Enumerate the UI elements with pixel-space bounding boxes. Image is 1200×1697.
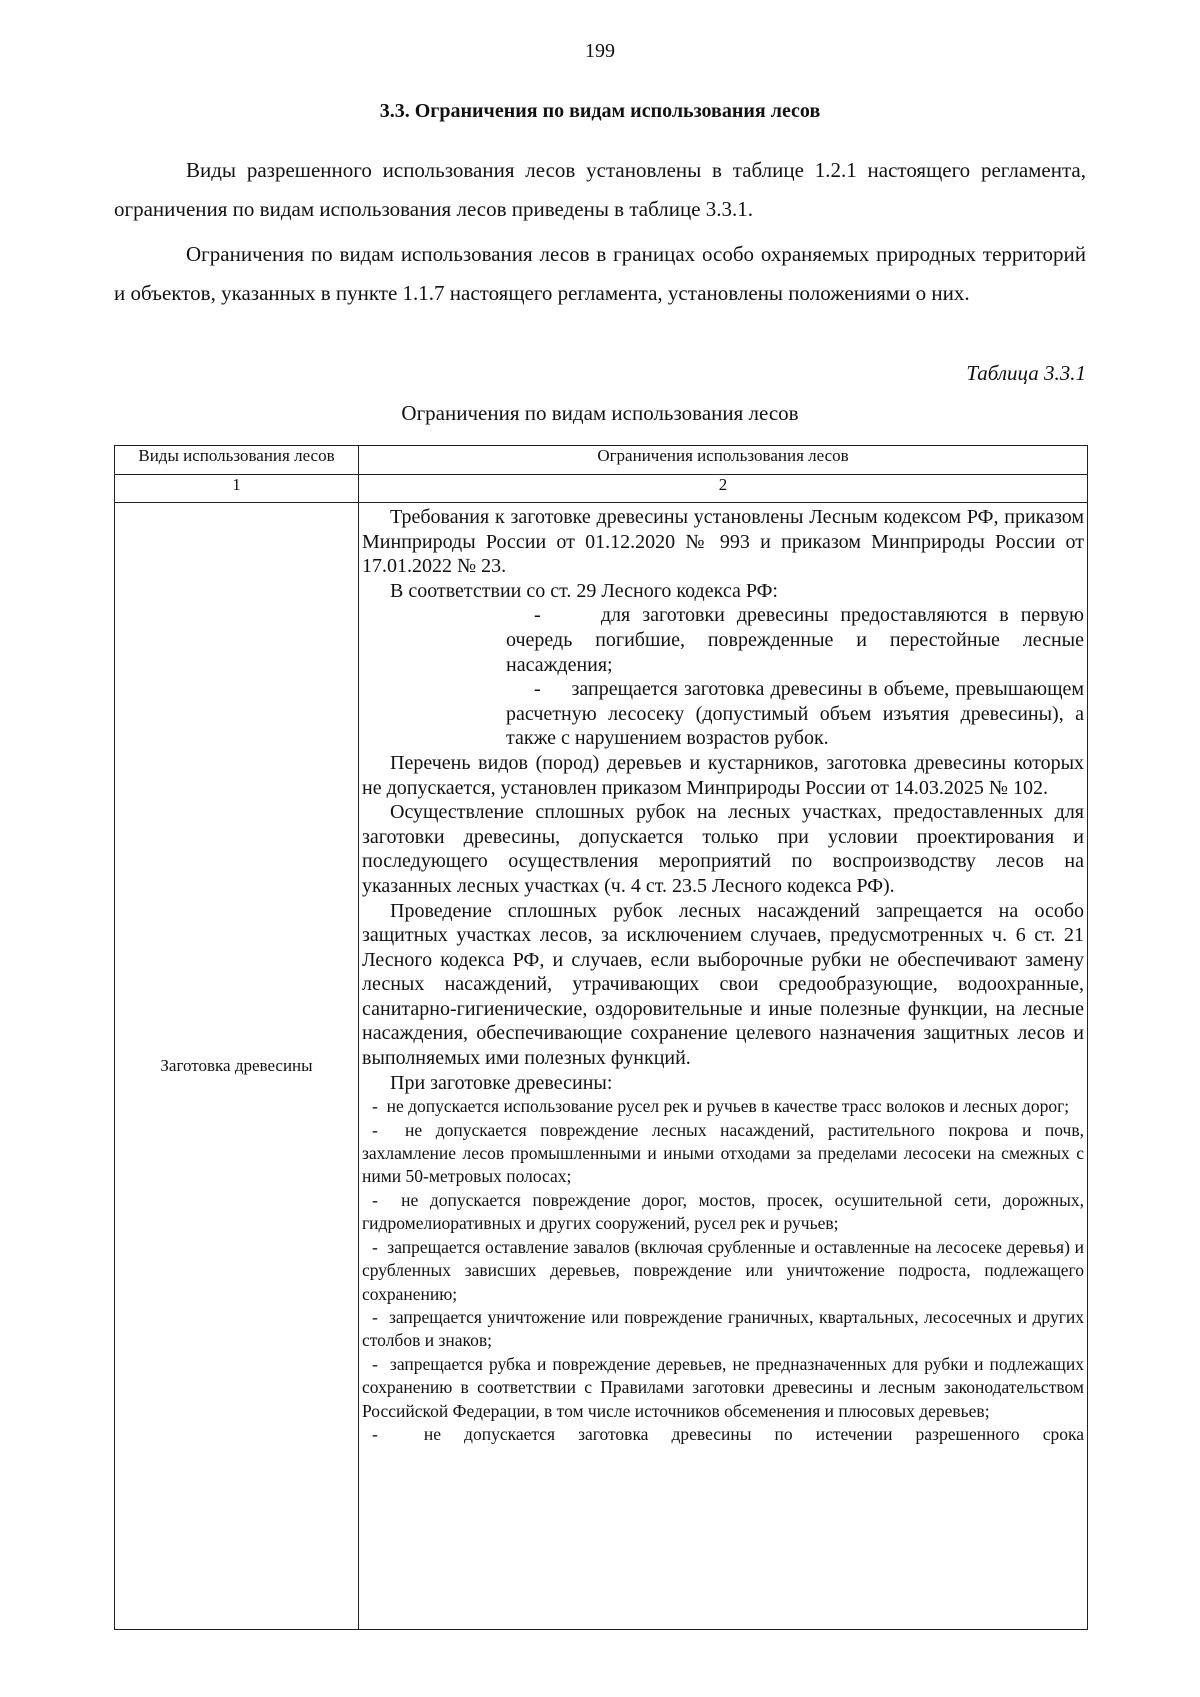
restriction-paragraph: Требования к заготовке древесины установлены Лесным кодексом РФ, приказом Минприроды России от 01.12.2020 № 993 и приказом Минприроды России от 17.01.2022 № 23. xyxy=(362,506,1084,578)
restriction-bullet: - не допускается повреждение дорог, мостов, просек, осушительной сети, дорожных, гидромелиоративных и других сооружений, русел рек и ручьев; xyxy=(362,1189,1084,1234)
column-number-1: 1 xyxy=(115,475,359,503)
column-number-2: 2 xyxy=(359,475,1088,503)
section-title: 3.3. Ограничения по видам использования лесов xyxy=(379,100,821,122)
restriction-paragraph: В соответствии со ст. 29 Лесного кодекса РФ: xyxy=(390,579,778,602)
table-label: Таблица 3.3.1 xyxy=(966,361,1086,385)
restriction-paragraph: Проведение сплошных рубок лесных насаждений запрещается на особо защитных участках лесов, за исключением случаев, предусмотренных ч. 6 ст. 21 Лесного кодекса РФ, и случаев, если выборочные рубки не обеспечивают замену лесных насаждений, утрачивающих свои средообразующие, водоохранные, санитарно-гигиенические, оздоровительные и иные полезные функции, на лесные насаждения, обеспечивающие сохранение целевого назначения защитных лесов и выполняемых ими полезных функций. xyxy=(362,899,1084,1070)
restriction-bullet: - запрещается оставление завалов (включая срубленные и оставленные на лесосеке деревья) и срубленных зависших деревьев, повреждение или уничтожение подроста, подлежащего сохранению; xyxy=(362,1236,1084,1304)
header-cell-usage-types: Виды использования лесов xyxy=(115,446,359,475)
table-title: Ограничения по видам использования лесов xyxy=(401,401,799,425)
page-number: 199 xyxy=(585,40,615,62)
restriction-paragraph: При заготовке древесины: xyxy=(390,1071,613,1094)
restriction-subitem: - для заготовки древесины предоставляются в первую очередь погибшие, поврежденные и перестойные лесные насаждения; xyxy=(506,604,1084,676)
restriction-bullet: - не допускается использование русел рек и ручьев в качестве трасс волоков и лесных дорог; xyxy=(372,1096,1070,1117)
restrictions-table xyxy=(114,445,1088,1630)
intro-paragraph-2: Ограничения по видам использования лесов в границах особо охраняемых природных территорий и объектов, указанных в пункте 1.1.7 настоящего регламента, установлены положениями о них. xyxy=(114,242,1086,305)
category-cell: Заготовка древесины xyxy=(115,503,359,1630)
restriction-bullet: - запрещается рубка и повреждение деревьев, не предназначенных для рубки и подлежащих сохранению в соответствии с Правилами заготовки древесины и лесным законодательством Российской Федерации, в том числе источников обсеменения и плюсовых деревьев; xyxy=(362,1353,1084,1421)
restriction-paragraph: Перечень видов (пород) деревьев и кустарников, заготовка древесины которых не допускается, установлен приказом Минприроды России от 14.03.2025 № 102. xyxy=(362,751,1084,799)
restriction-bullet: - не допускается заготовка древесины по истечении разрешенного срока xyxy=(372,1423,1084,1444)
restriction-subitem: - запрещается заготовка древесины в объеме, превышающем расчетную лесосеку (допустимый объем изъятия древесины), а также с нарушением возрастов рубок. xyxy=(506,678,1084,750)
header-cell-restrictions: Ограничения использования лесов xyxy=(359,446,1088,475)
restriction-bullet: - запрещается уничтожение или повреждение граничных, квартальных, лесосечных и других столбов и знаков; xyxy=(362,1306,1084,1351)
restrictions-cell xyxy=(359,503,1088,1630)
intro-paragraph-1: Виды разрешенного использования лесов установлены в таблице 1.2.1 настоящего регламента, ограничения по видам использования лесов приведены в таблице 3.3.1. xyxy=(114,158,1086,221)
table-column-numbers-row xyxy=(115,475,1088,503)
table-row xyxy=(115,503,1088,1630)
table-header-row xyxy=(115,446,1088,475)
restriction-paragraph: Осуществление сплошных рубок на лесных участках, предоставленных для заготовки древесины, допускается только при условии проектирования и последующего осуществления мероприятий по воспроизводству лесов на указанных лесных участках (ч. 4 ст. 23.5 Лесного кодекса РФ). xyxy=(362,801,1084,897)
restriction-bullet: - не допускается повреждение лесных насаждений, растительного покрова и почв, захламление лесов промышленными и иными отходами за пределами лесосеки на смежных с ними 50-метровых полосах; xyxy=(362,1119,1084,1187)
